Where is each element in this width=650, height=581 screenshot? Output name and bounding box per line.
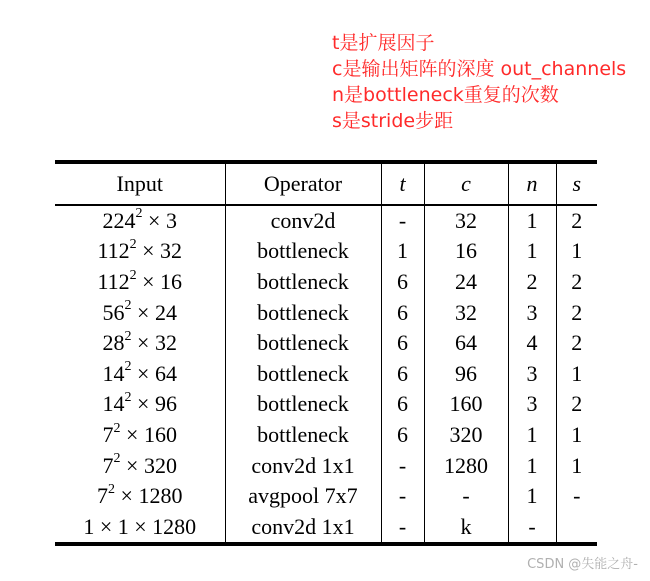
cell-c: -: [424, 481, 508, 512]
header-c: c: [424, 164, 508, 204]
annotation-line: n是bottleneck重复的次数: [332, 84, 559, 106]
annotation-line: s是stride步距: [332, 110, 454, 132]
cell-input: [55, 358, 225, 389]
cell-t: -: [381, 206, 424, 237]
header-t: t: [381, 164, 424, 204]
cell-s: -: [556, 481, 597, 512]
input-rest: × 32: [131, 330, 177, 356]
table-row: [55, 206, 597, 237]
cell-input: [55, 236, 225, 267]
cell-s: 1: [556, 450, 597, 481]
input-base: 1 × 1 × 1280: [83, 513, 197, 539]
cell-input: [55, 481, 225, 512]
table-row: [55, 267, 597, 298]
input-rest: × 3: [142, 207, 177, 233]
cell-c: 32: [424, 206, 508, 237]
cell-s: [556, 511, 597, 542]
cell-c: 16: [424, 236, 508, 267]
cell-n: 1: [508, 206, 556, 237]
table-row: [55, 297, 597, 328]
cell-s: 1: [556, 236, 597, 267]
cell-input: [55, 511, 225, 542]
table-row: [55, 328, 597, 359]
cell-operator: bottleneck: [225, 236, 381, 267]
input-base: 14: [102, 391, 125, 417]
input-exponent: 2: [129, 267, 137, 283]
cell-n: 2: [508, 267, 556, 298]
cell-c: 32: [424, 297, 508, 328]
input-exponent: 2: [113, 451, 121, 467]
table-row: [55, 481, 597, 512]
annotation-line: c是输出矩阵的深度 out_channels: [332, 58, 627, 80]
cell-input: [55, 297, 225, 328]
network-table: [55, 160, 597, 546]
input-base: 112: [97, 238, 130, 264]
cell-input: [55, 389, 225, 420]
cell-s: 2: [556, 297, 597, 328]
cell-operator: bottleneck: [225, 297, 381, 328]
cell-input: [55, 328, 225, 359]
input-base: 224: [102, 207, 136, 233]
input-rest: × 24: [131, 299, 177, 325]
input-exponent: 2: [108, 481, 116, 497]
cell-operator: conv2d 1x1: [225, 511, 381, 542]
cell-s: 1: [556, 358, 597, 389]
cell-n: 1: [508, 236, 556, 267]
watermark: CSDN @失能之舟-: [527, 557, 638, 572]
annotation-block: [332, 30, 626, 134]
header-operator: Operator: [225, 164, 381, 204]
cell-input: [55, 206, 225, 237]
table-row: [55, 358, 597, 389]
input-exponent: 2: [124, 328, 132, 344]
cell-c: 64: [424, 328, 508, 359]
cell-n: 1: [508, 420, 556, 451]
table-row: [55, 420, 597, 451]
input-exponent: 2: [124, 390, 132, 406]
header-s: s: [556, 164, 597, 204]
table-row: [55, 450, 597, 481]
cell-t: 1: [381, 236, 424, 267]
cell-s: 2: [556, 328, 597, 359]
cell-t: -: [381, 511, 424, 542]
header-n: n: [508, 164, 556, 204]
cell-n: 3: [508, 389, 556, 420]
cell-operator: bottleneck: [225, 267, 381, 298]
input-rest: × 320: [120, 452, 177, 478]
cell-n: -: [508, 511, 556, 542]
input-exponent: 2: [124, 359, 132, 375]
input-exponent: 2: [113, 420, 121, 436]
input-base: 7: [97, 483, 109, 509]
bottom-rule: [55, 542, 597, 546]
cell-operator: bottleneck: [225, 328, 381, 359]
cell-c: 96: [424, 358, 508, 389]
input-rest: × 32: [136, 238, 183, 264]
cell-t: 6: [381, 297, 424, 328]
cell-n: 1: [508, 450, 556, 481]
cell-n: 3: [508, 358, 556, 389]
cell-operator: bottleneck: [225, 389, 381, 420]
cell-operator: conv2d: [225, 206, 381, 237]
cell-input: [55, 450, 225, 481]
input-base: 7: [102, 421, 114, 447]
cell-c: k: [424, 511, 508, 542]
header-input: Input: [116, 171, 163, 196]
cell-c: 1280: [424, 450, 508, 481]
cell-input: [55, 420, 225, 451]
cell-t: -: [381, 481, 424, 512]
cell-s: 1: [556, 420, 597, 451]
cell-t: 6: [381, 420, 424, 451]
cell-input: [55, 267, 225, 298]
input-base: 7: [102, 452, 114, 478]
cell-operator: bottleneck: [225, 358, 381, 389]
annotation-line: t是扩展因子: [332, 32, 435, 54]
cell-s: 2: [556, 389, 597, 420]
cell-t: 6: [381, 267, 424, 298]
cell-operator: conv2d 1x1: [225, 450, 381, 481]
cell-operator: avgpool 7x7: [225, 481, 381, 512]
input-base: 14: [102, 360, 125, 386]
cell-t: 6: [381, 328, 424, 359]
input-rest: × 160: [120, 421, 177, 447]
cell-s: 2: [556, 267, 597, 298]
table-row: [55, 236, 597, 267]
input-exponent: 2: [129, 237, 137, 253]
input-base: 56: [102, 299, 125, 325]
cell-c: 24: [424, 267, 508, 298]
cell-n: 4: [508, 328, 556, 359]
input-rest: × 1280: [115, 483, 183, 509]
table-row: [55, 511, 597, 542]
cell-operator: bottleneck: [225, 420, 381, 451]
cell-n: 1: [508, 481, 556, 512]
cell-t: -: [381, 450, 424, 481]
cell-n: 3: [508, 297, 556, 328]
input-base: 28: [102, 330, 125, 356]
cell-t: 6: [381, 358, 424, 389]
input-exponent: 2: [135, 206, 143, 222]
cell-t: 6: [381, 389, 424, 420]
cell-s: 2: [556, 206, 597, 237]
cell-c: 320: [424, 420, 508, 451]
input-rest: × 64: [131, 360, 177, 386]
table-row: [55, 389, 597, 420]
table-header-row: [55, 164, 597, 204]
input-exponent: 2: [124, 298, 132, 314]
cell-c: 160: [424, 389, 508, 420]
input-rest: × 16: [136, 268, 183, 294]
input-rest: × 96: [131, 391, 177, 417]
input-base: 112: [97, 268, 130, 294]
